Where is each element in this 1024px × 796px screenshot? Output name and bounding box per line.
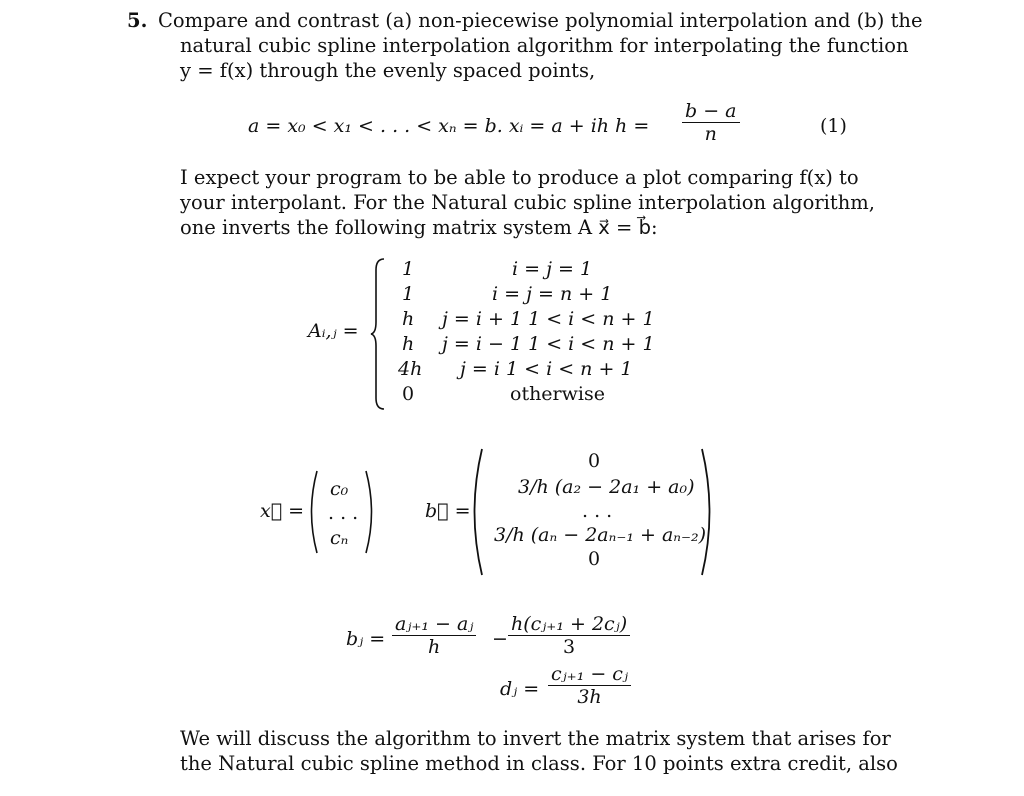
equation-1-numerator: b − a xyxy=(682,100,740,123)
matrix-row-6-condition: otherwise xyxy=(510,383,605,405)
vector-b-lhs: b⃗ = xyxy=(425,500,471,522)
bj-fraction-1-numerator: aⱼ₊₁ − aⱼ xyxy=(392,613,476,636)
matrix-row-6-value: 0 xyxy=(402,383,415,405)
closing-line-2: the Natural cubic spline method in class. For 10 points extra credit, also xyxy=(180,752,898,775)
vector-b-entry-2: 3/h (a₂ − 2a₁ + a₀) xyxy=(518,476,695,498)
paragraph-2-line-2: your interpolant. For the Natural cubic spline interpolation algorithm, xyxy=(180,191,875,214)
vector-b-entry-1: 0 xyxy=(588,450,601,472)
vector-b-right-paren xyxy=(700,448,718,576)
intro-line-2: natural cubic spline interpolation algorithm for interpolating the function xyxy=(180,34,909,57)
matrix-row-3-condition: j = i + 1 1 < i < n + 1 xyxy=(442,308,655,330)
matrix-row-1-value: 1 xyxy=(402,258,415,280)
matrix-row-4-value: h xyxy=(402,333,415,355)
vector-b-left-paren xyxy=(466,448,484,576)
vector-x-entry-1: c₀ xyxy=(330,478,349,500)
vector-x-right-paren xyxy=(364,470,378,554)
paragraph-2-line-3: one inverts the following matrix system A x⃗ = b⃗: xyxy=(180,216,658,239)
bj-fraction-1 xyxy=(392,613,476,658)
bj-fraction-2 xyxy=(508,613,630,658)
bj-fraction-2-numerator: h(cⱼ₊₁ + 2cⱼ) xyxy=(508,613,630,636)
bj-fraction-1-denominator: h xyxy=(428,636,441,658)
dj-fraction-denominator: 3h xyxy=(577,686,602,708)
dj-fraction xyxy=(548,663,631,708)
vector-x-entry-3: cₙ xyxy=(330,527,349,549)
bj-lhs: bⱼ = xyxy=(346,628,386,650)
equation-1-lhs: a = x₀ < x₁ < . . . < xₙ = b. xᵢ = a + ih h = xyxy=(248,115,650,137)
vector-b-entry-4: 3/h (aₙ − 2aₙ₋₁ + aₙ₋₂) xyxy=(494,524,707,546)
matrix-row-4-condition: j = i − 1 1 < i < n + 1 xyxy=(442,333,655,355)
matrix-row-3-value: h xyxy=(402,308,415,330)
matrix-row-2-value: 1 xyxy=(402,283,415,305)
matrix-row-1-condition: i = j = 1 xyxy=(512,258,593,280)
matrix-row-5-value: 4h xyxy=(398,358,423,380)
matrix-row-2-condition: i = j = n + 1 xyxy=(492,283,613,305)
left-brace xyxy=(370,258,386,410)
equation-1-label: (1) xyxy=(820,115,847,137)
vector-x-entry-2: . . . xyxy=(328,502,359,524)
vector-b-entry-3: . . . xyxy=(582,500,613,522)
vector-b-entry-5: 0 xyxy=(588,548,601,570)
matrix-row-5-condition: j = i 1 < i < n + 1 xyxy=(460,358,633,380)
vector-x-left-paren xyxy=(305,470,319,554)
bj-fraction-2-denominator: 3 xyxy=(563,636,576,658)
closing-line-1: We will discuss the algorithm to invert the matrix system that arises for xyxy=(180,727,891,750)
bj-minus: − xyxy=(492,628,508,650)
dj-fraction-numerator: cⱼ₊₁ − cⱼ xyxy=(548,663,631,686)
problem-number: 5. xyxy=(127,9,148,32)
paragraph-2-line-1: I expect your program to be able to produce a plot comparing f(x) to xyxy=(180,166,859,189)
equation-1-fraction xyxy=(682,100,740,145)
dj-lhs: dⱼ = xyxy=(500,678,540,700)
intro-line-1: Compare and contrast (a) non-piecewise polynomial interpolation and (b) the xyxy=(158,9,923,32)
equation-1-denominator: n xyxy=(704,123,717,145)
intro-line-3: y = f(x) through the evenly spaced points, xyxy=(180,59,596,82)
vector-x-lhs: x⃗ = xyxy=(260,500,305,522)
matrix-lhs: Aᵢ,ⱼ = xyxy=(308,320,359,342)
